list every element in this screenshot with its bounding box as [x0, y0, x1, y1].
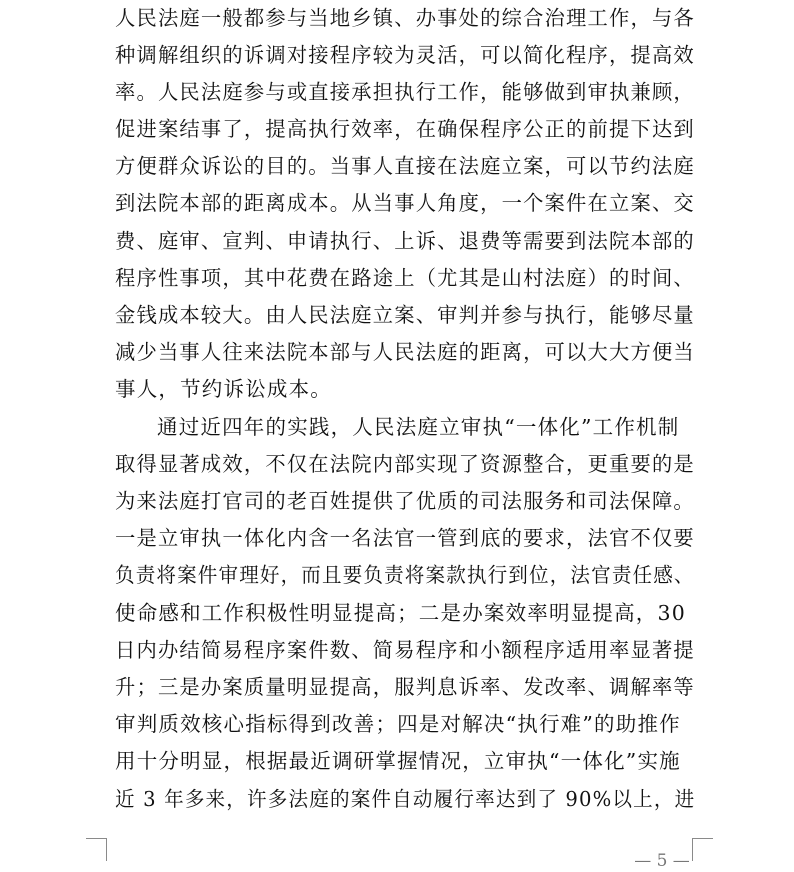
text-line: 取得显著成效，不仅在法院内部实现了资源整合，更重要的是: [115, 452, 695, 476]
text-line: 一是立审执一体化内含一名法官一管到底的要求，法官不仅要: [115, 526, 695, 550]
text-line: 负责将案件审理好，而且要负责将案款执行到位，法官责任感、: [115, 563, 695, 587]
text-line: 种调解组织的诉调对接程序较为灵活，可以简化程序，提高效: [115, 43, 695, 67]
paragraph-first-line: 通过近四年的实践，人民法庭立审执“一体化”工作机制: [157, 415, 680, 439]
text-line: 审判质效核心指标得到改善；四是对解决“执行难”的助推作: [115, 712, 681, 736]
text-line: 近 3 年多来，许多法庭的案件自动履行率达到了 90%以上，进: [115, 787, 696, 811]
margin-corner-mark-right: [692, 838, 713, 861]
text-line: 促进案结事了，提高执行效率，在确保程序公正的前提下达到: [115, 117, 695, 141]
page-number: — 5 —: [634, 851, 690, 871]
text-line: 日内办结简易程序案件数、简易程序和小额程序适用率显著提: [115, 638, 695, 662]
text-line: 升；三是办案质量明显提高，服判息诉率、发改率、调解率等: [115, 675, 695, 699]
text-line: 程序性事项，其中花费在路途上（尤其是山村法庭）的时间、: [115, 266, 695, 290]
text-line: 到法院本部的距离成本。从当事人角度，一个案件在立案、交: [115, 191, 695, 215]
margin-corner-mark-left: [86, 838, 107, 861]
text-line: 事人，节约诉讼成本。: [115, 377, 332, 401]
text-line: 人民法庭一般都参与当地乡镇、办事处的综合治理工作，与各: [115, 6, 695, 30]
text-line: 使命感和工作积极性明显提高；二是办案效率明显提高，30: [115, 601, 686, 625]
text-line: 金钱成本较大。由人民法庭立案、审判并参与执行，能够尽量: [115, 303, 695, 327]
text-line: 方便群众诉讼的目的。当事人直接在法庭立案，可以节约法庭: [115, 154, 695, 178]
text-line: 率。人民法庭参与或直接承担执行工作，能够做到审执兼顾，: [115, 80, 695, 104]
text-line: 用十分明显，根据最近调研掌握情况，立审执“一体化”实施: [115, 749, 681, 773]
text-line: 费、庭审、宣判、申请执行、上诉、退费等需要到法院本部的: [115, 229, 695, 253]
text-line: 为来法庭打官司的老百姓提供了优质的司法服务和司法保障。: [115, 489, 695, 513]
text-line: 减少当事人往来法院本部与人民法庭的距离，可以大大方便当: [115, 340, 695, 364]
